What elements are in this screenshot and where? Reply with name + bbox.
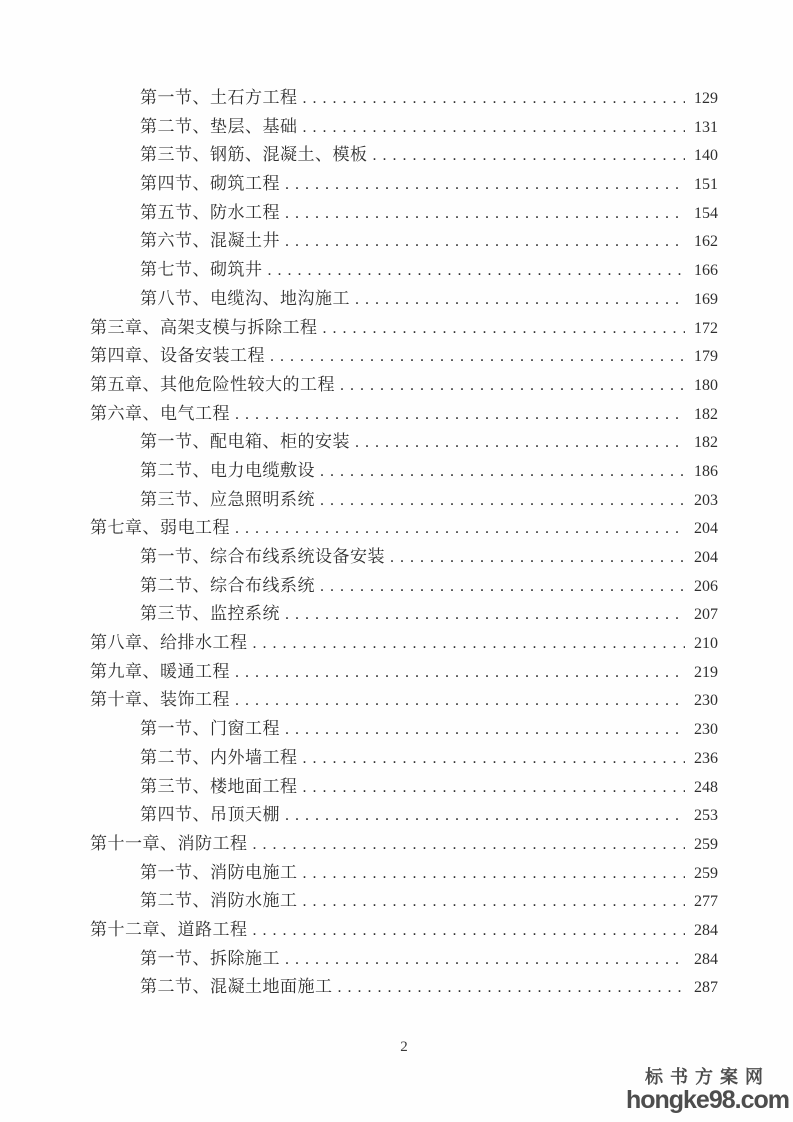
toc-leader-dots <box>285 600 685 630</box>
toc-entry-page-number: 172 <box>694 319 718 337</box>
toc-entry-title: 第四节、吊顶天棚 <box>140 805 280 825</box>
toc-entry-title: 第五章、其他危险性较大的工程 <box>90 374 335 394</box>
toc-entry <box>90 543 718 572</box>
toc-entry <box>90 113 718 142</box>
toc-entry <box>90 400 718 429</box>
toc-entry-page-number: 277 <box>694 893 718 911</box>
table-of-contents <box>90 84 718 1002</box>
toc-entry-title: 第七节、砌筑井 <box>140 260 263 280</box>
toc-entry <box>90 170 718 199</box>
toc-entry <box>90 428 718 457</box>
toc-leader-dots <box>323 314 686 344</box>
toc-entry <box>90 830 718 859</box>
toc-entry-title: 第二节、综合布线系统 <box>140 575 315 595</box>
toc-leader-dots <box>285 227 685 257</box>
toc-entry-title: 第二节、混凝土地面施工 <box>140 977 333 997</box>
toc-entry-page-number: 182 <box>694 434 718 452</box>
toc-entry-page-number: 259 <box>694 864 718 882</box>
toc-entry-page-number: 151 <box>694 176 718 194</box>
toc-entry-page-number: 154 <box>694 204 718 222</box>
toc-leader-dots <box>285 801 685 831</box>
toc-entry <box>90 916 718 945</box>
toc-leader-dots <box>338 973 686 1003</box>
toc-leader-dots <box>303 113 686 143</box>
toc-entry-title: 第一节、消防电施工 <box>140 862 298 882</box>
toc-entry-title: 第二节、电力电缆敷设 <box>140 460 315 480</box>
toc-entry <box>90 314 718 343</box>
toc-leader-dots <box>390 543 685 573</box>
toc-entry-page-number: 248 <box>694 778 718 796</box>
toc-leader-dots <box>355 428 685 458</box>
toc-entry-page-number: 207 <box>694 606 718 624</box>
toc-entry-title: 第四章、设备安装工程 <box>90 346 265 366</box>
toc-entry-title: 第一节、土石方工程 <box>140 88 298 107</box>
toc-leader-dots <box>285 715 685 745</box>
toc-entry-page-number: 259 <box>694 835 718 853</box>
toc-entry-title: 第三节、钢筋、混凝土、模板 <box>140 145 368 165</box>
toc-entry <box>90 84 718 113</box>
toc-entry-title: 第八章、给排水工程 <box>90 633 248 653</box>
toc-leader-dots <box>285 199 685 229</box>
toc-leader-dots <box>235 514 685 544</box>
toc-entry <box>90 514 718 543</box>
toc-entry-title: 第三章、高架支模与拆除工程 <box>90 317 318 337</box>
toc-entry-page-number: 166 <box>694 262 718 280</box>
toc-leader-dots <box>268 256 686 286</box>
toc-entry-title: 第六章、电气工程 <box>90 403 230 423</box>
toc-entry-page-number: 219 <box>694 663 718 681</box>
toc-entry <box>90 457 718 486</box>
toc-entry-page-number: 284 <box>694 921 718 939</box>
toc-entry <box>90 199 718 228</box>
toc-leader-dots <box>253 830 686 860</box>
toc-entry-page-number: 230 <box>694 721 718 739</box>
toc-leader-dots <box>303 859 686 889</box>
toc-entry-title: 第二节、消防水施工 <box>140 891 298 911</box>
toc-leader-dots <box>270 342 685 372</box>
toc-leader-dots <box>373 141 686 171</box>
toc-entry <box>90 256 718 285</box>
toc-leader-dots <box>320 457 685 487</box>
toc-leader-dots <box>355 285 685 315</box>
toc-entry-title: 第三节、监控系统 <box>140 604 280 624</box>
toc-entry-page-number: 287 <box>694 979 718 997</box>
toc-entry <box>90 859 718 888</box>
toc-entry-page-number: 169 <box>694 290 718 308</box>
toc-entry-page-number: 162 <box>694 233 718 251</box>
toc-entry-title: 第二节、内外墙工程 <box>140 747 298 767</box>
toc-entry <box>90 801 718 830</box>
toc-entry-title: 第三节、楼地面工程 <box>140 776 298 796</box>
toc-entry-page-number: 140 <box>694 147 718 165</box>
toc-entry-title: 第四节、砌筑工程 <box>140 174 280 194</box>
toc-leader-dots <box>235 686 685 716</box>
toc-entry-page-number: 236 <box>694 749 718 767</box>
watermark <box>626 1068 789 1113</box>
toc-entry <box>90 773 718 802</box>
toc-leader-dots <box>303 744 686 774</box>
toc-entry-page-number: 129 <box>694 90 718 107</box>
toc-entry <box>90 227 718 256</box>
toc-leader-dots <box>253 629 686 659</box>
toc-entry-title: 第三节、应急照明系统 <box>140 489 315 509</box>
toc-entry-title: 第二节、垫层、基础 <box>140 116 298 136</box>
toc-entry-page-number: 230 <box>694 692 718 710</box>
toc-entry-title: 第十一章、消防工程 <box>90 833 248 853</box>
toc-entry-title: 第六节、混凝土井 <box>140 231 280 251</box>
toc-entry <box>90 973 718 1002</box>
toc-entry-page-number: 131 <box>694 118 718 136</box>
toc-entry-page-number: 179 <box>694 348 718 366</box>
toc-entry <box>90 486 718 515</box>
toc-entry-page-number: 204 <box>694 520 718 538</box>
toc-leader-dots <box>320 486 685 516</box>
toc-entry <box>90 887 718 916</box>
toc-entry-title: 第一节、门窗工程 <box>140 719 280 739</box>
toc-leader-dots <box>303 773 686 803</box>
watermark-site-name: 标书方案网 <box>644 1067 770 1087</box>
toc-entry-page-number: 206 <box>694 577 718 595</box>
toc-entry-page-number: 210 <box>694 635 718 653</box>
toc-entry-title: 第九章、暖通工程 <box>90 661 230 681</box>
footer-page-number: 2 <box>400 1039 408 1055</box>
toc-entry <box>90 945 718 974</box>
toc-entry <box>90 686 718 715</box>
toc-entry-title: 第十二章、道路工程 <box>90 919 248 939</box>
toc-leader-dots <box>340 371 685 401</box>
toc-leader-dots <box>320 572 685 602</box>
toc-entry-page-number: 186 <box>694 462 718 480</box>
toc-entry-title: 第一节、拆除施工 <box>140 948 280 968</box>
toc-entry <box>90 744 718 773</box>
toc-leader-dots <box>303 887 686 917</box>
toc-entry-title: 第十章、装饰工程 <box>90 690 230 710</box>
toc-entry-title: 第一节、配电箱、柜的安装 <box>140 432 350 452</box>
toc-leader-dots <box>235 400 685 430</box>
toc-entry <box>90 629 718 658</box>
toc-entry <box>90 141 718 170</box>
toc-entry <box>90 658 718 687</box>
watermark-site-url: hongke98.com <box>625 1086 789 1114</box>
toc-entry-title: 第七章、弱电工程 <box>90 518 230 538</box>
toc-entry <box>90 715 718 744</box>
toc-entry <box>90 285 718 314</box>
toc-leader-dots <box>303 84 686 114</box>
toc-entry-page-number: 253 <box>694 807 718 825</box>
toc-entry-title: 第八节、电缆沟、地沟施工 <box>140 288 350 308</box>
toc-entry <box>90 342 718 371</box>
toc-leader-dots <box>285 945 685 975</box>
toc-leader-dots <box>235 658 685 688</box>
toc-entry <box>90 572 718 601</box>
toc-entry-title: 第五节、防水工程 <box>140 202 280 222</box>
toc-entry-page-number: 203 <box>694 491 718 509</box>
toc-entry <box>90 371 718 400</box>
toc-entry-page-number: 180 <box>694 376 718 394</box>
toc-entry <box>90 600 718 629</box>
toc-leader-dots <box>253 916 686 946</box>
toc-leader-dots <box>285 170 685 200</box>
toc-entry-title: 第一节、综合布线系统设备安装 <box>140 547 385 566</box>
toc-entry-page-number: 182 <box>694 405 718 423</box>
toc-entry-page-number: 204 <box>694 549 718 566</box>
toc-entry-page-number: 284 <box>694 950 718 968</box>
